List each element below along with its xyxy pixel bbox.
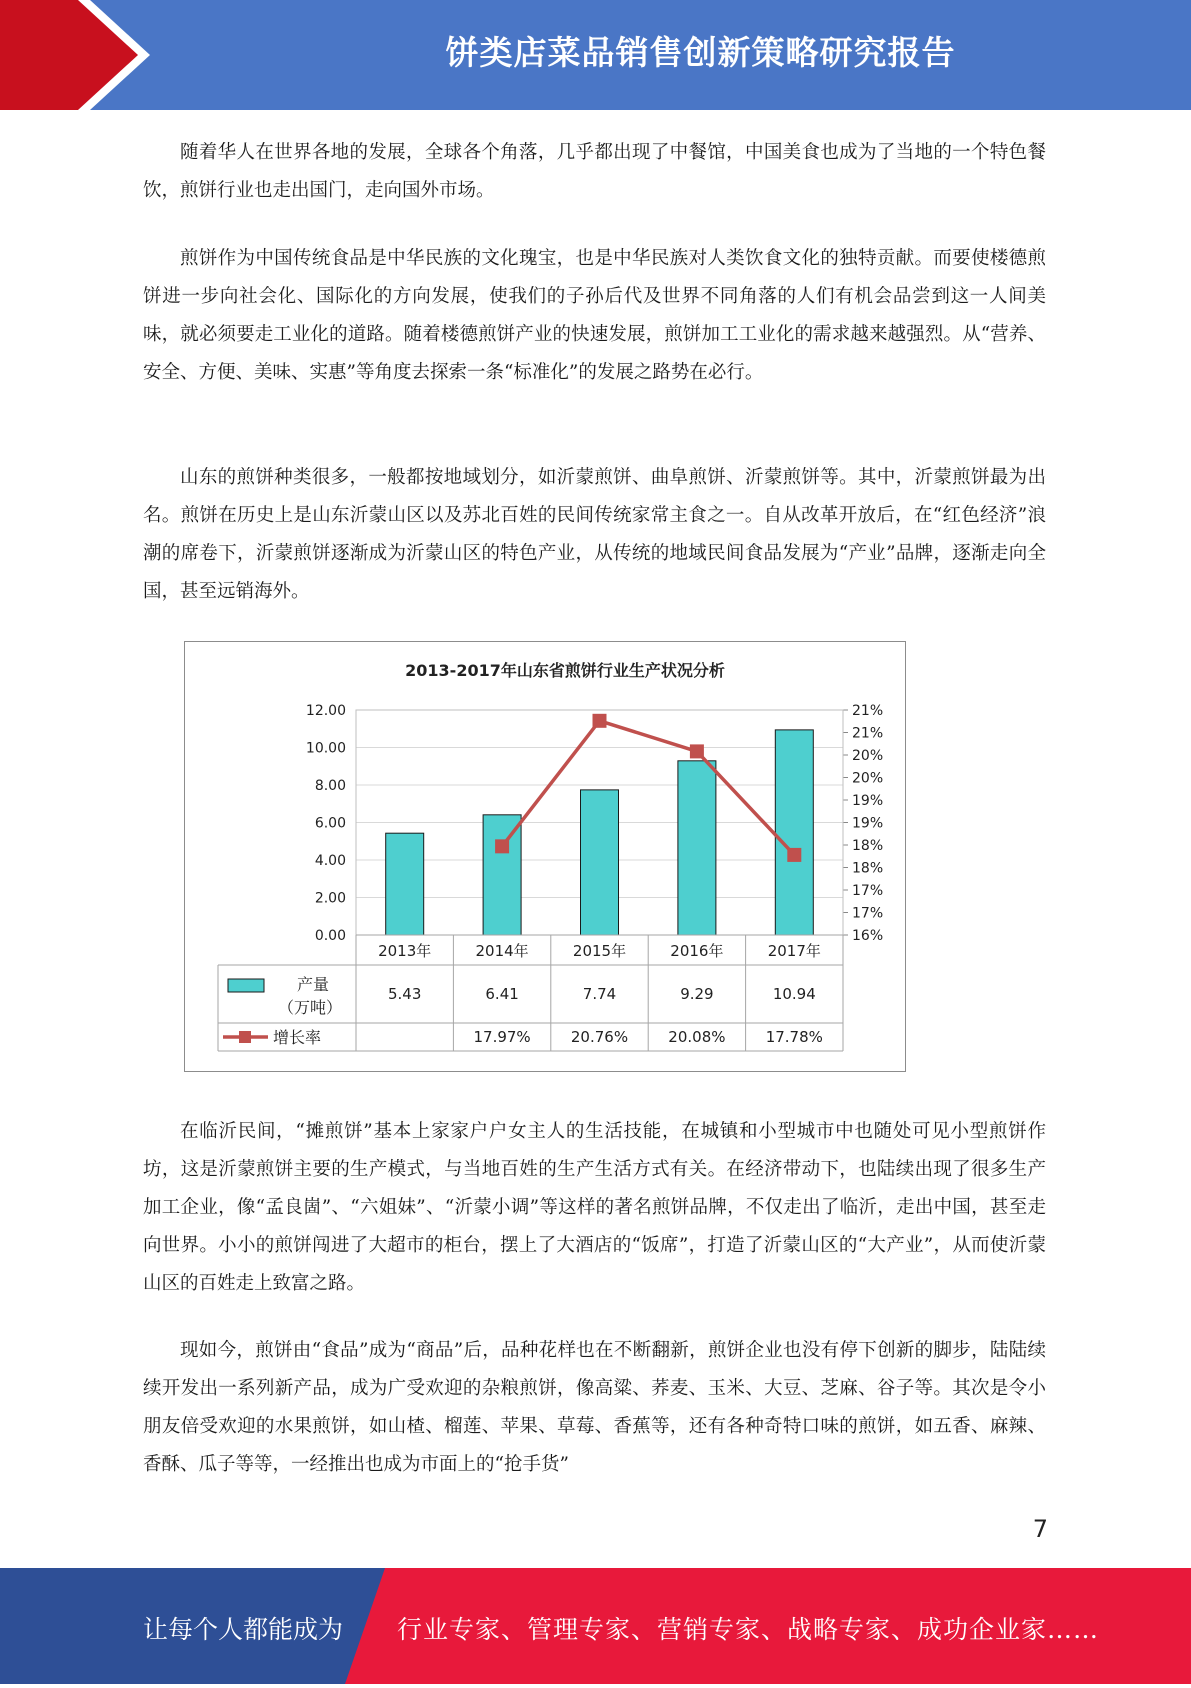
slogan-right: 行业专家、管理专家、营销专家、战略专家、成功企业家…… <box>397 1615 1100 1644</box>
left-axis-tick-label: 4.00 <box>314 853 346 869</box>
right-axis-tick-label: 19% <box>852 815 884 832</box>
bar-2014年 <box>483 815 521 935</box>
left-axis-tick-label: 6.00 <box>314 815 346 832</box>
growth-rate-line <box>502 721 794 855</box>
x-axis-label: 2017年 <box>767 942 821 960</box>
paragraph-2: 煎饼作为中国传统食品是中华民族的文化瑰宝，也是中华民族对人类饮食文化的独特贡献。而要使楼德煎饼进一步向社会化、国际化的方向发展，使我们的子孙后代及世界不同角落的人们有机会品尝到这一人间美味，就必须要走工业化的道路。随着楼德煎饼产业的快速发展，煎饼加工工业化的需求越来越强烈。从“营养、安全、方便、美味、实惠”等角度去探索一条“标准化”的发展之路势在必行。 <box>143 248 1046 383</box>
left-axis-tick-label: 12.00 <box>305 703 346 719</box>
legend-bar-label: 产量 <box>296 975 330 994</box>
right-axis-tick-label: 20% <box>852 770 884 787</box>
x-axis-label: 2013年 <box>378 942 432 960</box>
x-axis-label: 2016年 <box>670 942 724 960</box>
right-axis-tick-label: 16% <box>852 928 884 944</box>
bar-value-label: 9.29 <box>680 985 714 1003</box>
production-chart <box>184 641 906 1072</box>
bar-2013年 <box>386 833 424 935</box>
right-axis-tick-label: 18% <box>852 838 884 854</box>
right-axis-tick-label: 21% <box>852 725 884 742</box>
right-axis-tick-label: 18% <box>852 860 884 877</box>
left-axis-tick-label: 0.00 <box>314 928 346 944</box>
report-title: 饼类店菜品销售创新策略研究报告 <box>445 33 956 72</box>
right-axis-tick-label: 17% <box>852 883 884 899</box>
growth-rate-marker <box>593 714 607 728</box>
growth-value-label: 17.97% <box>473 1028 531 1046</box>
x-axis-label: 2015年 <box>572 942 627 960</box>
bar-2017年 <box>775 730 813 935</box>
x-axis-label: 2014年 <box>475 942 529 960</box>
growth-rate-marker <box>787 848 801 862</box>
header-band <box>0 0 1191 110</box>
chart-title: 2013-2017年山东省煎饼行业生产状况分析 <box>405 661 725 680</box>
growth-value-label: 17.78% <box>765 1028 823 1046</box>
bar-2015年 <box>581 790 619 935</box>
left-axis-tick-label: 10.00 <box>305 740 346 757</box>
legend-line-marker <box>239 1031 251 1043</box>
growth-rate-marker <box>690 744 704 758</box>
left-axis-tick-label: 8.00 <box>314 778 346 794</box>
paragraph-3: 山东的煎饼种类很多，一般都按地域划分，如沂蒙煎饼、曲阜煎饼、沂蒙煎饼等。其中，沂蒙煎饼最为出名。煎饼在历史上是山东沂蒙山区以及苏北百姓的民间传统家常主食之一。自从改革开放后，在“红色经济”浪潮的席卷下，沂蒙煎饼逐渐成为沂蒙山区的特色产业，从传统的地域民间食品发展为“产业”品牌，逐渐走向全国，甚至远销海外。 <box>143 467 1046 602</box>
paragraph-4: 在临沂民间，“摊煎饼”基本上家家户户女主人的生活技能，在城镇和小型城市中也随处可见小型煎饼作坊，这是沂蒙煎饼主要的生产模式，与当地百姓的生产生活方式有关。在经济带动下，也陆续出现了很多生产加工企业，像“孟良崮”、“六姐妹”、“沂蒙小调”等这样的著名煎饼品牌，不仅走出了临沂，走出中国，甚至走向世界。小小的煎饼闯进了大超市的柜台，摆上了大酒店的“饭席”，打造了沂蒙山区的“大产业”，从而使沂蒙山区的百姓走上致富之路。 <box>143 1121 1046 1294</box>
left-axis-tick-label: 2.00 <box>314 890 346 907</box>
chart-canvas <box>185 642 905 1071</box>
legend-bar-swatch <box>228 979 264 992</box>
legend-line-label: 增长率 <box>273 1028 322 1047</box>
page-number: 7 <box>1032 1515 1048 1543</box>
bar-2016年 <box>678 761 716 935</box>
bar-value-label: 7.74 <box>582 985 617 1003</box>
right-axis-tick-label: 21% <box>852 703 884 719</box>
paragraph-5: 现如今，煎饼由“食品”成为“商品”后，品种花样也在不断翻新，煎饼企业也没有停下创新的脚步，陆陆续续开发出一系列新产品，成为广受欢迎的杂粮煎饼，像高粱、荞麦、玉米、大豆、芝麻、谷子等。其次是令小朋友倍受欢迎的水果煎饼，如山楂、榴莲、苹果、草莓、香蕉等，还有各种奇特口味的煎饼，如五香、麻辣、香酥、瓜子等等，一经推出也成为市面上的“抢手货” <box>143 1340 1046 1475</box>
right-axis-tick-label: 17% <box>852 905 884 922</box>
paragraph-1: 随着华人在世界各地的发展，全球各个角落，几乎都出现了中餐馆，中国美食也成为了当地的一个特色餐饮，煎饼行业也走出国门，走向国外市场。 <box>143 142 1046 201</box>
bar-value-label: 10.94 <box>772 985 816 1003</box>
growth-value-label: 20.08% <box>668 1028 726 1046</box>
right-axis-tick-label: 19% <box>852 793 884 809</box>
header-red-arrow <box>0 0 138 110</box>
legend-bar-unit: （万吨） <box>277 998 343 1017</box>
slogan-left: 让每个人都能成为 <box>143 1615 344 1644</box>
bar-value-label: 5.43 <box>387 985 422 1003</box>
right-axis-tick-label: 20% <box>852 748 884 764</box>
growth-rate-marker <box>495 839 509 853</box>
growth-value-label: 20.76% <box>570 1028 629 1046</box>
bar-value-label: 6.41 <box>485 985 519 1003</box>
